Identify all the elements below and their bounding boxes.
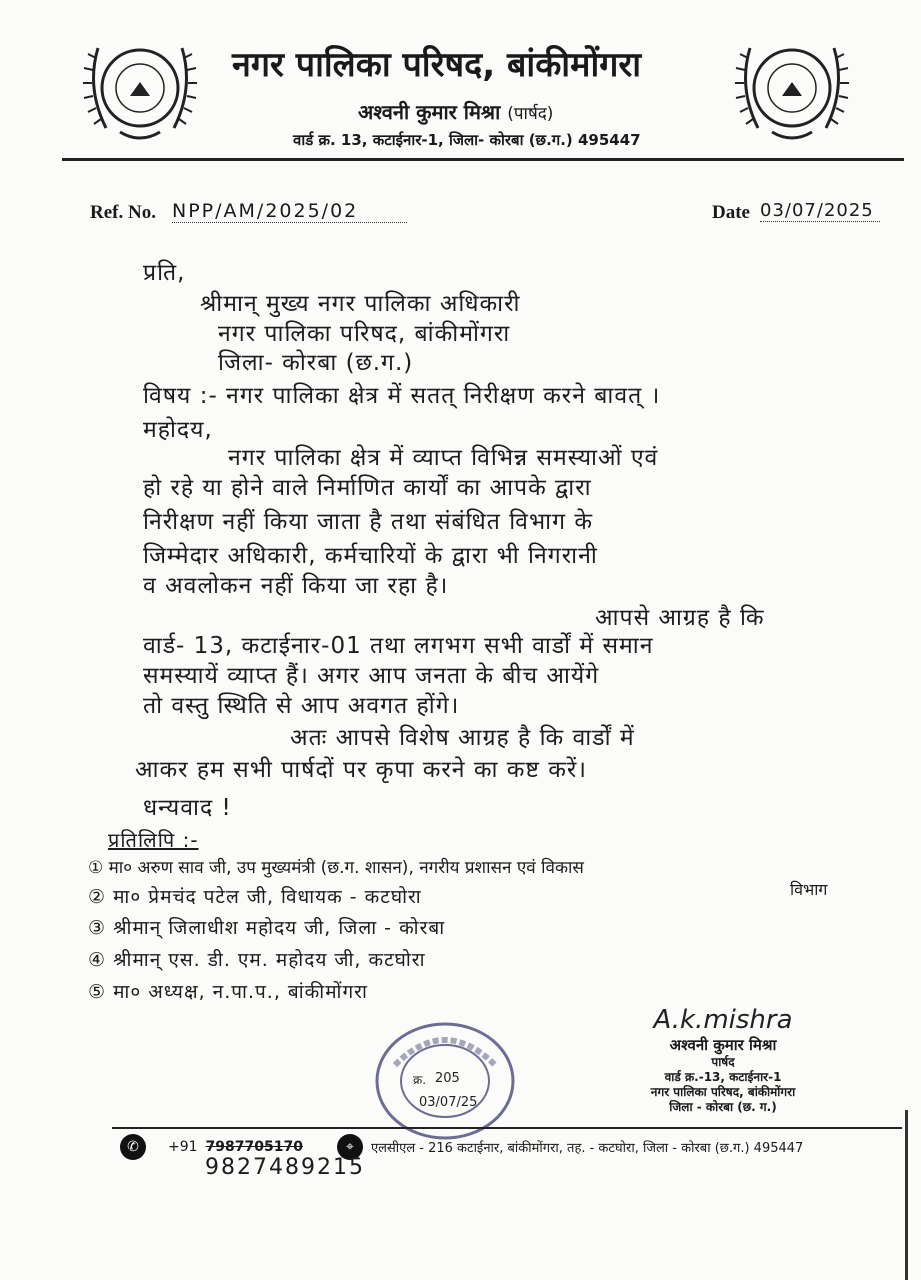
addressee-line: नगर पालिका परिषद, बांकीमोंगरा (218, 321, 511, 347)
cc-item: ⑤ मा० अध्यक्ष, न.पा.प., बांकीमोंगरा (88, 981, 368, 1003)
footer-address: एलसीएल - 216 कटाईनार, बांकीमोंगरा, तह. - कटघोरा, जिला - कोरबा (छ.ग.) 495447 (370, 1141, 804, 1156)
footer-divider (112, 1127, 902, 1129)
signature-block (623, 1005, 823, 1115)
phone-handwritten: 9827489215 (205, 1155, 365, 1180)
body-line: वार्ड- 13, कटाईनार-01 तथा लगभग सभी वार्डों में समान (143, 633, 654, 659)
cc-item: ② मा० प्रेमचंद पटेल जी, विधायक - कटघोरा (88, 886, 422, 908)
date-label: Date (712, 202, 750, 223)
signatory-office: नगर पालिका परिषद, बांकीमोंगरा (650, 1085, 796, 1099)
date-value: 03/07/2025 (760, 200, 880, 222)
phone-icon: ✆ (120, 1134, 146, 1160)
body-line: आपसे आग्रह है कि (595, 605, 765, 631)
body-line: आकर हम सभी पार्षदों पर कृपा करने का कष्ट करें। (135, 757, 587, 783)
body-line: निरीक्षण नहीं किया जाता है तथा संबंधित विभाग के (143, 509, 593, 535)
letter-subject: विषय :- नगर पालिका क्षेत्र में सतत् निरीक्षण करने बावत् । (143, 383, 661, 409)
body-line: समस्यायें व्याप्त हैं। अगर आप जनता के बीच आयेंगे (143, 663, 600, 689)
location-pin-icon: ⌖ (337, 1134, 363, 1160)
body-line: नगर पालिका क्षेत्र में व्याप्त विभिन्न समस्याओं एवं (228, 445, 659, 471)
org-title: नगर पालिका परिषद, बांकीमोंगरा (232, 45, 642, 85)
header-address: वार्ड क्र. 13, कटाईनार-1, जिला- कोरबा (छ.ग.) 495447 (293, 131, 641, 149)
cc-item: ④ श्रीमान् एस. डी. एम. महोदय जी, कटघोरा (88, 949, 426, 971)
receipt-stamp-icon (373, 1020, 518, 1142)
stamp-number-label: क्र. (413, 1073, 427, 1087)
stamp-date-value: 03/07/25 (419, 1095, 478, 1110)
municipal-seal-left-icon (80, 28, 200, 148)
phone-old-struck: 7987705170 (205, 1139, 303, 1155)
page-edge-shadow (905, 1110, 908, 1280)
letter-thanks: धन्यवाद ! (143, 795, 232, 821)
signatory-ward: वार्ड क्र.-13, कटाईनार-1 (664, 1070, 782, 1084)
cc-item: ③ श्रीमान् जिलाधीश महोदय जी, जिला - कोरबा (88, 917, 446, 939)
cc-label: प्रतिलिपि :- (108, 828, 199, 852)
ref-value: NPP/AM/2025/02 (172, 200, 407, 223)
stamp-number-value: 205 (435, 1071, 460, 1086)
phone-prefix: +91 (168, 1139, 198, 1155)
signatory-name: अश्वनी कुमार मिश्रा (669, 1036, 777, 1054)
signatory-district: जिला - कोरबा (छ. ग.) (669, 1100, 777, 1114)
handwritten-signature: A.k.mishra (653, 1005, 793, 1035)
signatory-role: पार्षद (711, 1055, 735, 1069)
body-line: व अवलोकन नहीं किया जा रहा है। (143, 573, 449, 599)
body-line: हो रहे या होने वाले निर्माणित कार्यों का आपके द्वारा (143, 475, 592, 501)
addressee-line: जिला- कोरबा (छ.ग.) (218, 350, 414, 376)
letter-salutation: महोदय, (143, 417, 213, 443)
body-line: जिम्मेदार अधिकारी, कर्मचारियों के द्वारा भी निगरानी (143, 543, 598, 569)
header-divider (62, 158, 904, 161)
addressee-line: श्रीमान् मुख्य नगर पालिका अधिकारी (200, 291, 521, 317)
cc-item: ① मा० अरुण साव जी, उप मुख्यमंत्री (छ.ग. शासन), नगरीय प्रशासन एवं विकास (88, 858, 584, 878)
body-line: अतः आपसे विशेष आग्रह है कि वार्डों में (290, 725, 635, 751)
ref-label: Ref. No. (90, 202, 156, 223)
body-line: तो वस्तु स्थिति से आप अवगत होंगे। (143, 693, 460, 719)
councillor-role: (पार्षद) (507, 104, 554, 124)
letter-to: प्रति, (143, 260, 186, 286)
councillor-heading (358, 98, 553, 125)
councillor-name: अश्वनी कुमार मिश्रा (358, 100, 501, 124)
cc-item-continued: विभाग (790, 880, 828, 899)
municipal-seal-right-icon (732, 28, 852, 148)
